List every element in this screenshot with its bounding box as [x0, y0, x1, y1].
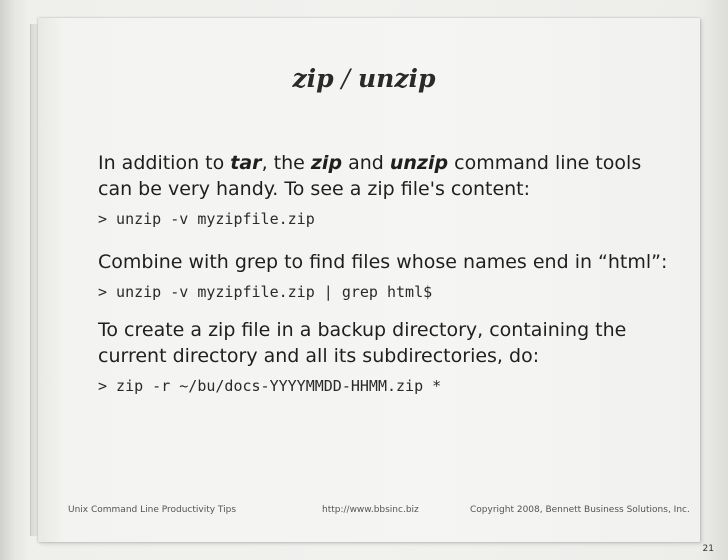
title-unzip: unzip	[357, 64, 436, 93]
text-segment: command line tools	[448, 152, 642, 174]
paragraph-3-text	[98, 317, 626, 369]
keyword-tar: tar	[230, 152, 262, 174]
title-separator: /	[333, 64, 358, 93]
paragraph-2-text: Combine with grep to find files whose names end in “html”:	[98, 251, 668, 273]
command-unzip-view: > unzip -v myzipfile.zip	[98, 210, 315, 228]
footer-copyright: Copyright 2008, Bennett Business Solutions, Inc.	[470, 505, 690, 515]
keyword-zip: zip	[310, 152, 343, 174]
text-segment: In addition to	[98, 152, 231, 174]
title-zip: zip	[292, 64, 334, 93]
text-segment: can be very handy. To see a zip file's content:	[98, 178, 531, 200]
footer-url: http://www.bbsinc.biz	[322, 505, 419, 515]
keyword-unzip: unzip	[389, 152, 449, 174]
text-segment: , the	[261, 152, 311, 174]
page-number: 21	[702, 544, 714, 554]
text-line: To create a zip file in a backup directory, containing the	[98, 319, 627, 341]
paragraph-2	[98, 249, 667, 303]
footer-title: Unix Command Line Productivity Tips	[68, 505, 237, 515]
text-segment: and	[342, 152, 390, 174]
paragraph-1	[98, 150, 641, 230]
paragraph-3	[98, 317, 626, 397]
text-line: current directory and all its subdirectories, do:	[98, 345, 540, 367]
command-zip-backup: > zip -r ~/bu/docs-YYYYMMDD-HHMM.zip *	[98, 377, 442, 395]
command-unzip-grep: > unzip -v myzipfile.zip | grep html$	[98, 283, 433, 301]
paragraph-1-text	[98, 150, 641, 202]
slide-title	[0, 64, 728, 93]
